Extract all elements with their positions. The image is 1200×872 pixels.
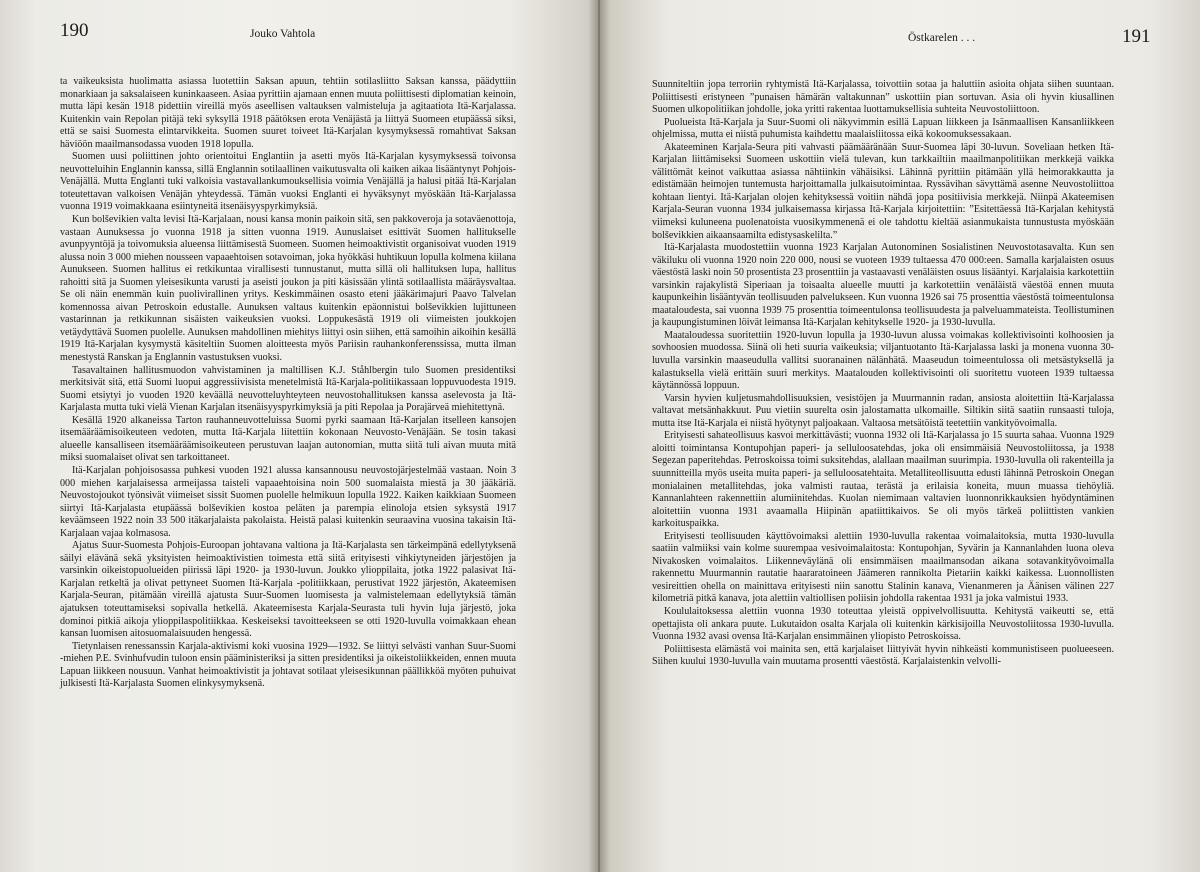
- paragraph: Tasavaltainen hallitusmuodon vahvistaminen ja maltillisen K.J. Ståhlbergin tulo Suomen presidentiksi merkitsivät sitä, että Suomi luopui aggressiivisista menetelmistä Itä-Karjala-politiikassaan loppuvuodesta 1919. Suomi etsiytyi jo vuoden 1920 keväällä neuvotteluyhteyteen neuvostohallituksen kanssa aselevosta ja Itä-Karjalasta mutta tuki vielä Vienan Karjalan itsenäisyyspyrkimyksiä ja piti Repolaa ja Porajärveä miehitettynä.: [60, 364, 516, 414]
- paragraph: Erityisesti sahateollisuus kasvoi merkittävästi; vuonna 1932 oli Itä-Karjalassa jo 15 suurta sahaa. Vuonna 1929 aloitti toimintansa Kontupohjan paperi- ja selluloosatehdas, joka oli ensimmäisiä Neuvostoliitossa, ja 1938 Segezan paperitehdas. Petroskoissa toimi suksitehdas, alallaan maailman suurimpia. 1930-luvulla oli rakenteilla ja suunnitteilla myös useita muita paperi- ja selluloosatehtaita. Metalliteollisuutta edusti lähinnä Petroskoin Onegan monialainen metallitehdas, joka valmisti rautaa, terästä ja erilaisia koneita, muun muassa tiehöyliä. Kannanlahteen rakennettiin alumiinitehdas. Kuolan niemimaan valtavien luonnonrikkauksien hyödyntäminen aloitettiin vuonna 1931 avaamalla Hiipinän apatiittikaivos. Se oli myös tärkeä poliittisten vankien karkoituspaikka.: [652, 430, 1114, 530]
- paragraph: Poliittisesta elämästä voi mainita sen, että karjalaiset liittyivät hyvin nihkeästi kommunistiseen puolueeseen. Siihen kuului 1930-luvulla vain muutama prosentti väestöstä. Karjalaistenkin velvolli-: [652, 643, 1114, 668]
- paragraph: Koululaitoksessa alettiin vuonna 1930 toteuttaa yleistä oppivelvollisuutta. Kehitystä vaikeutti se, että opettajista oli ankara puute. Lukutaidon osalta Karjala oli kuitenkin kärkisijoilla Neuvostoliitossa 1930-luvulla. Vuonna 1932 avasi ovensa Itä-Karjalan ensimmäinen yliopisto Petroskoissa.: [652, 605, 1114, 643]
- paragraph: Varsin hyvien kuljetusmahdollisuuksien, vesistöjen ja Muurmannin radan, ansiosta aloitettiin Itä-Karjalassa valtavat metsänhakkuut. Puu vietiin suurelta osin jalostamatta ulkomaille. Siltikin siitä saatiin runsaasti tuloja, mutta itse Itä-Karjala ei niistä hyötynyt paljoakaan. Valtaosa metsätöistä teetettiin vankityövoimalla.: [652, 392, 1114, 429]
- right-running-head: Östkarelen . . .: [908, 32, 976, 44]
- paragraph: Maataloudessa suoritettiin 1920-luvun lopulla ja 1930-luvun alussa voimakas kollektivisointi kolhoosien ja sovhoosien muodossa. Siinä oli heti suuria vaikeuksia; viljantuotanto Itä-Karjalassa laski ja monena vuonna 30-luvulla varsinkin maaseudulla vallitsi suoranainen nälänhätä. Maaseudun toimeentulossa oli metsästyksellä ja kalastuksella vielä erittäin suuri merkitys. Maatalouden kollektivisointi oli suoritettu vuoteen 1939 tultaessa käytännössä loppuun.: [652, 329, 1114, 392]
- left-page-number: 190: [60, 20, 89, 41]
- left-page: [0, 0, 598, 872]
- right-page: [598, 0, 1200, 872]
- paragraph: Ajatus Suur-Suomesta Pohjois-Euroopan johtavana valtiona ja Itä-Karjalasta sen tärkeimpänä edellytyksenä säilyi elävänä sekä yksityisten heimoaktivistien toimesta että siitä erityisesti vihkiytyneiden järjestöjen ja varsinkin oikeistopuolueiden piirissä läpi 1920- ja 1930-luvun. Joukko ylioppilaita, jotka 1922 palasivat Itä-Karjalan retkeltä ja olivat pettyneet Suomen Itä-Karjala -politiikkaan, perustivat 1922 järjestön, Akateemisen Karjala-Seuran, pitämään vireillä ajatusta Suur-Suomen luomisesta ja valmistelemaan edellytyksiä tämän ajatuksen toteuttamiseksi sopivalla hetkellä. Akateemisesta Karjala-Seurasta tuli hyvin luja järjestö, joka dominoi pitkiä aikoja ylioppilaspolitiikkaa. Keskeiseksi tavoitteekseen se otti 1920-luvulla voimakkaan ehean kansan luomisen aitosuomalaisuuden hengessä.: [60, 540, 516, 640]
- right-body-text: [652, 79, 1114, 669]
- paragraph: Kesällä 1920 alkaneissa Tarton rauhanneuvotteluissa Suomi pyrki saamaan Itä-Karjalan itselleen kansojen itsemääräämisoikeuteen vedoten, mutta Itä-Karjala liitettiin kokonaan Neuvosto-Venäjään. Se tosin takasi alueelle kansalliseen itsemääräämisoikeuteen perustuvan laajan autonomian, mutta siitä tuli aivan muuta mitä miksi suomalaiset olivat sen tarkoittaneet.: [60, 414, 516, 464]
- paragraph: Kun bolševikien valta levisi Itä-Karjalaan, nousi kansa monin paikoin sitä, sen pakkoveroja ja sotaväenottoja, vastaan Aunuksessa jo vuonna 1918 ja sitten vuonna 1919. Aunuslaiset esittivät Suomen hallitukselle avunpyyntöjä ja toivomuksia alueensa liittämisestä Suomeen. Suomen heimoaktivistit organisoivat vuoden 1919 alussa noin 3 000 miehen nousseen vapaaehtoisen sotavoiman, joka hyökkäsi huhtikuun lopulla kolmena kiilana Aunukseen. Suomen hallitus ei retkikuntaa virallisesti tunnustanut, mutta sillä oli hallituksen lupa, hallitus rahoitti sitä ja Suomen yleisesikunta varusti ja aseisti joukon ja piti käsissään ylintä sotilaallista määräysvaltaa. Se oli näin enemmän kuin puolivirallinen yritys. Keskimmäinen osasto eteni jääkärimajuri Paavo Talvelan komennossa aivan Petroskoin edustalle. Aunuksen valtaus kuitenkin epäonnistui bolševikkien lujittuneen vastarinnan ja retkikunnan sisäisten vaikeuksien vuoksi. Loppukesästä 1919 oli viimeisten joukkojen vetäydyttävä Suomen puolelle. Aunuksen mahdollinen miehitys liittyi osin siihen, että samoihin aikoihin kesällä 1919 Itä-Karjalan kysymystä käsiteltiin Suomen aloitteesta myös Pariisin rauhankonferenssissa, mutta ilman menestystä Ranskan ja Englannin vastustuksen vuoksi.: [60, 214, 516, 364]
- paragraph: Tietynlaisen renessanssin Karjala-aktivismi koki vuosina 1929—1932. Se liittyi selvästi vanhan Suur-Suomi -miehen P.E. Svinhufvudin tuloon ensin pääministeriksi ja sitten presidentiksi ja oikeistoliikkeiden, ennen muuta Lapuan liikkeen nousuun. Vanhat heimoaktivistit ja johtavat sotilaat yleisesikunnan päällikköä myöten puhuivat julkisesti Itä-Karjalasta Suomen elinkysymyksenä.: [60, 640, 516, 690]
- paragraph: Itä-Karjalan pohjoisosassa puhkesi vuoden 1921 alussa kansannousu neuvostojärjestelmää vastaan. Noin 3 000 miehen karjalaisessa armeijassa taisteli vapaaehtoisina noin 500 suomalaista miestä ja 30 jääkäriä. Neuvostojoukot työnsivät viimeiset sissit Suomen puolelle helmikuun lopulla 1922. Kaiken kaikkiaan Suomeen siirtyi Itä-Karjalasta etupäässä bolševikien kostoa peläten ja parempia elinoloja etsien syksystä 1917 keväämseen 1922 noin 33 500 itäkarjalaista pakolaista. Heistä palasi kuitenkin seuraavina vuosina takaisin Itä-Karjalaan vajaa kolmasosa.: [60, 464, 516, 539]
- paragraph: Suunniteltiin jopa terroriin ryhtymistä Itä-Karjalassa, toivottiin sotaa ja haluttiin asioita ohjata siihen suuntaan. Poliittisesti eristyneen ”punaisen hämärän valtakunnan” uskottiin pian sortuvan. Asia oli hyvin kiusallinen Suomen ulkopolitiikan johdolle, joka yritti rakentaa luottamuksellisia suhteita Neuvostoliittoon.: [652, 79, 1114, 116]
- paragraph: ta vaikeuksista huolimatta asiassa luotettiin Saksan apuun, tehtiin sotilasliitto Saksan kanssa, päädyttiin monarkiaan ja saksalaiseen kuninkaaseen. Asiaa pyrittiin ajamaan ennen muuta poliittisesti diplomatian keinoin, mutta läpi kesän 1918 pidettiin vireillä myös aseellisen valtauksen valmisteluja ja agitaatiota Itä-Karjalassa. Kuitenkin vain Repolan pitäjä teki syksyllä 1918 päätöksen erota Venäjästä ja liittyä Suomeen etupäässä siksi, että se saisi Suomesta elintarvikkeita. Suomen suuret toiveet Itä-Karjalan kysymyksessä romahtivat Saksan häviöön maailmansodassa vuoden 1918 lopulla.: [60, 76, 516, 150]
- paragraph: Itä-Karjalasta muodostettiin vuonna 1923 Karjalan Autonominen Sosialistinen Neuvostotasavalta. Kun sen väkiluku oli vuonna 1920 noin 220 000, nousi se vuoteen 1939 tultaessa 470 000:een. Samalla karjalaisten osuus väestöstä laski noin 50 prosentista 23 prosenttiin ja vastaavasti venäläisten osuus lisääntyi. Karjalaisia karkotettiin varsinkin rajakylistä Siperiaan ja toisaalta alueelle muutti ja karkotettiin venäläistä väestöä ennen muuta kaupunkeihin lisääntyvän teollisuuden palvelukseen. Kun vuonna 1926 sai 75 prosenttia väestöstä toimeentulonsa maataloudesta, sai vuonna 1939 75 prosenttia toimeentulonsa teollisuudesta ja palveluammateista. Teollistuminen ja kaupungistuminen löivät leimansa Itä-Karjalan kehitykselle 1920- ja 1930-luvulla.: [652, 242, 1114, 329]
- book-gutter: [588, 0, 610, 872]
- paragraph: Erityisesti teollisuuden käyttövoimaksi alettiin 1930-luvulla rakentaa voimalaitoksia, mutta 1930-luvulla saatiin valmiiksi vain kolme suurempaa vesivoimalaitosta: Kontupohjan, Syvärin ja Kannanlahden luona oleva Nivakosken voimalaitos. Liikenneväylänä oli ensimmäisen maailmansodan aikana sotavankityövoimalla rakennettu Muurmannin rautatie haararatoineen Jäämeren rannikolta Pietariin kaikki kaikessa. Luonnollisten vesireittien ohella on mainittava erityisesti niin sanottu Stalinin kanava, Vienanmeren ja Äänisen välinen 227 kilometriä pitkä kanava, jota alettiin valtiollisen poliisin johdolla rakentaa 1931 ja joka valmistui 1933.: [652, 530, 1114, 605]
- right-page-number: 191: [1122, 26, 1151, 47]
- left-running-head: Jouko Vahtola: [250, 28, 316, 40]
- left-body-text: [60, 76, 516, 691]
- paragraph: Suomen uusi poliittinen johto orientoitui Englantiin ja asetti myös Itä-Karjalan kysymyksessä toivonsa neuvotteluihin Englannin kanssa, sillä Englannin sotilaallinen vaikutusvalta oli kaiken aikaa lisääntynyt Pohjois-Venäjällä. Mutta Englanti tuki valkoisia vastavallankumouksellisia voimia Venäjällä ja halusi pitää Itä-Karjalan toteutettavan valkoisen Venäjän yhteydessä. Tämän vuoksi Englanti ei hyväksynyt myöskään Itä-Karjalassa vuonna 1919 voimakkaana esiintyneitä itsenäisyyspyrkimyksiä.: [60, 151, 516, 213]
- paragraph: Puolueista Itä-Karjala ja Suur-Suomi oli näkyvimmin esillä Lapuan liikkeen ja Isänmaallisen Kansanliikkeen ohjelmissa, mutta ei niistä puhumista kaihdettu maalaisliitossa eikä kokoomuksessakaan.: [652, 116, 1114, 141]
- paragraph: Akateeminen Karjala-Seura piti vahvasti päämääränään Suur-Suomea läpi 30-luvun. Soveliaan hetken Itä-Karjalan liittämiseksi Suomeen uskottiin vielä tulevan, kun tarkkailtiin maailmanpolitiikan merkkejä vaikka välittömät keinot vaikuttaa asiassa nähtiinkin vähäisiksi. Lähinnä pyrittiin pitämään yllä heimorakkautta ja edistämään heimojen tuntemusta harjoittamalla julkaisutoimintaa. Ryssävihan sävyttämä asenne Neuvostoliittoa kohtaan lientyi. Itä-Karjalan olojen kehityksessä voitiin nähdä jopa positiivisia merkkejä. Niinpä Akateemisen Karjala-Seuran vuonna 1934 julkaisemassa kirjassa Itä-Karjala kirjoitettiin: ”Esitettäessä Itä-Karjalan kehitystä viimeksi kuluneena puolenatoista vuosikymmenenä ei ole tahdottu kieltää asianmukaista tunnustusta myöskään bolševikkien aikaansaamilta edistysaskelilta.”: [652, 141, 1114, 241]
